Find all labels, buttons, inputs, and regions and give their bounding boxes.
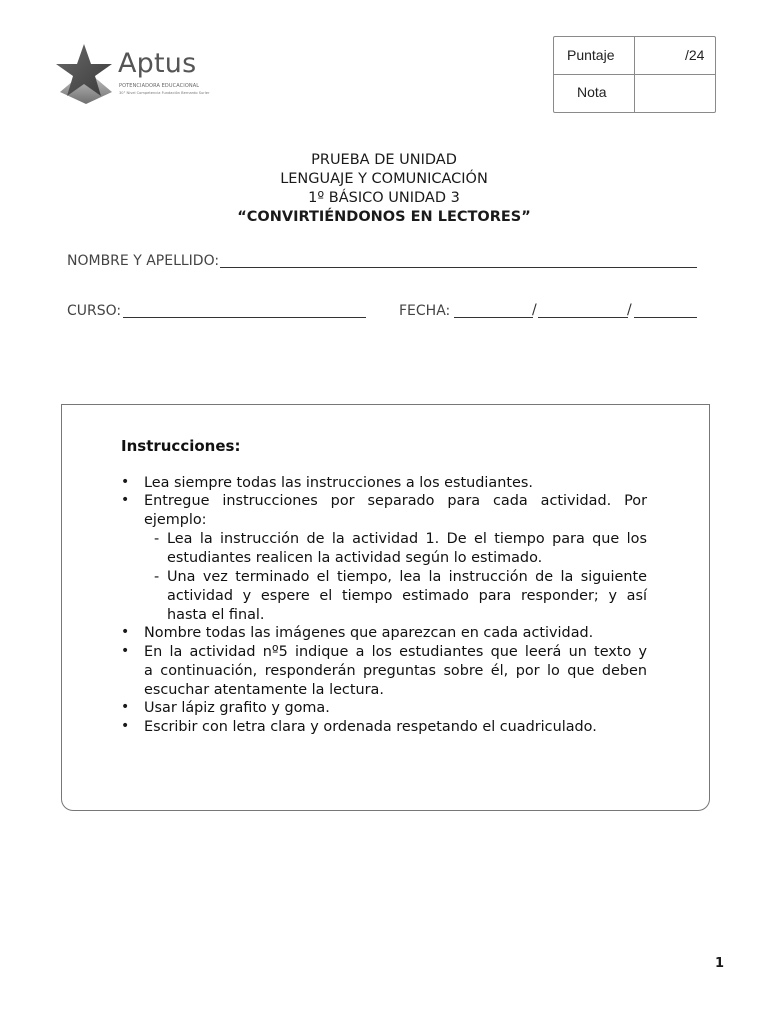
- test-type-heading: PRUEBA DE UNIDAD: [311, 152, 457, 168]
- nota-label: Nota: [577, 84, 607, 100]
- instruction-item: Escribir con letra clara y ordenada respetando el cuadriculado.: [144, 719, 597, 735]
- instruction-item-cont: a continuación, responderán preguntas sobre él, por lo que deben: [144, 663, 647, 679]
- unit-title-heading: “CONVIRTIÉNDONOS EN LECTORES”: [237, 209, 531, 225]
- course-label: CURSO:: [67, 303, 122, 319]
- date-separator: /: [627, 302, 632, 318]
- subject-heading: LENGUAJE Y COMUNICACIÓN: [280, 171, 488, 187]
- bullet-icon: •: [121, 624, 130, 640]
- page-number: 1: [714, 956, 724, 971]
- date-day-line[interactable]: [454, 317, 533, 318]
- instruction-subitem: Lea la instrucción de la actividad 1. De el tiempo para que los: [167, 531, 647, 547]
- instruction-item: Entregue instrucciones por separado para cada actividad. Por: [144, 493, 647, 509]
- instruction-item-cont: escuchar atentamente la lectura.: [144, 682, 384, 698]
- bullet-icon: •: [121, 718, 130, 734]
- bullet-icon: •: [121, 474, 130, 490]
- logo-subtitle: POTENCIADORA EDUCACIONAL: [119, 83, 200, 89]
- star-logo-icon: [54, 42, 118, 104]
- instruction-item: Lea siempre todas las instrucciones a los estudiantes.: [144, 475, 533, 491]
- instruction-subitem-cont: hasta el final.: [167, 607, 265, 623]
- aptus-logo: [54, 42, 210, 104]
- course-input-line[interactable]: [123, 317, 366, 318]
- instruction-subitem-cont: actividad y espere el tiempo estimado para responder; y así: [167, 588, 647, 604]
- dash-icon: -: [154, 531, 160, 547]
- grade-unit-heading: 1º BÁSICO UNIDAD 3: [308, 190, 460, 206]
- instruction-subitem-cont: estudiantes realicen la actividad según lo estimado.: [167, 550, 543, 566]
- bullet-icon: •: [121, 643, 130, 659]
- instruction-item: Usar lápiz grafito y goma.: [144, 700, 330, 716]
- bullet-icon: •: [121, 699, 130, 715]
- dash-icon: -: [154, 569, 160, 585]
- name-input-line[interactable]: [220, 267, 697, 268]
- instructions-box: [61, 404, 710, 811]
- date-label: FECHA:: [399, 303, 451, 319]
- logo-name: Aptus: [118, 48, 197, 79]
- puntaje-label: Puntaje: [567, 47, 615, 63]
- date-separator: /: [532, 302, 537, 318]
- instruction-item-cont: ejemplo:: [144, 512, 207, 528]
- date-month-line[interactable]: [538, 317, 628, 318]
- date-year-line[interactable]: [634, 317, 697, 318]
- name-label: NOMBRE Y APELLIDO:: [67, 253, 220, 269]
- instruction-item: Nombre todas las imágenes que aparezcan en cada actividad.: [144, 625, 594, 641]
- score-divider-horizontal: [554, 74, 715, 75]
- instruction-subitem: Una vez terminado el tiempo, lea la instrucción de la siguiente: [167, 569, 647, 585]
- logo-tagline: 30° Nivel Competencia Fundación Bernardo Surler: [119, 91, 210, 95]
- instructions-title: Instrucciones:: [121, 437, 241, 455]
- puntaje-value: /24: [685, 47, 705, 63]
- bullet-icon: •: [121, 492, 130, 508]
- instruction-item: En la actividad nº5 indique a los estudiantes que leerá un texto y: [144, 644, 647, 660]
- score-table: [553, 36, 716, 113]
